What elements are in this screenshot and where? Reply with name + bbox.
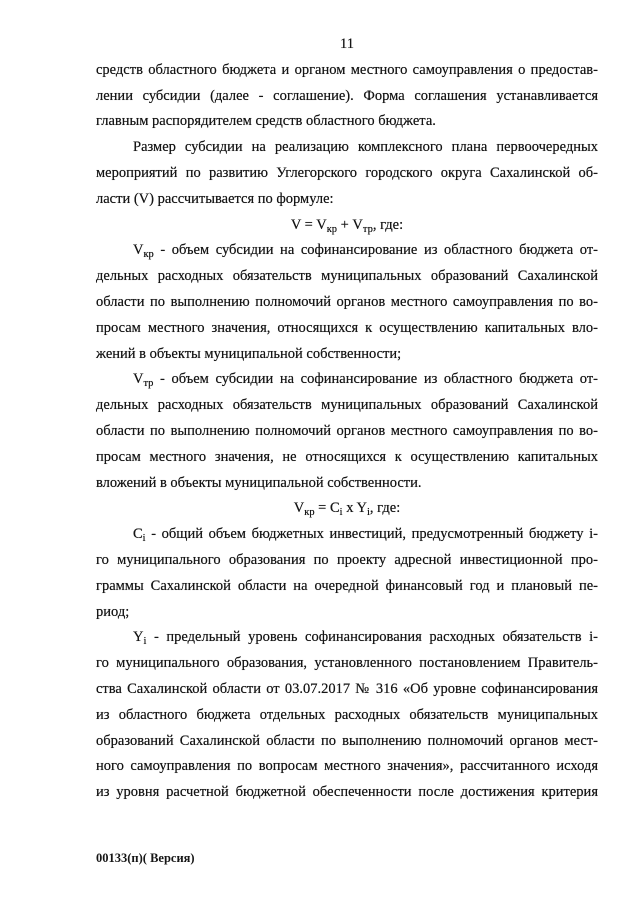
- text-segment: области по выполнению полномочий органов местного самоуправления по во-: [96, 422, 598, 439]
- text-segment: - общий объем бюджетных инвестиций, предусмотренный бюджету i-: [145, 526, 598, 543]
- text-segment: V: [133, 371, 144, 388]
- text-segment: дельных расходных обязательств муниципальных образований Сахалинской: [96, 397, 598, 414]
- text-line: [96, 213, 598, 239]
- paragraph-agreement-continuation: [96, 58, 598, 135]
- subscript-text: тр: [143, 378, 154, 390]
- text-segment: - объем субсидии на софинансирование из областного бюджета от-: [153, 371, 598, 388]
- text-segment: Размер субсидии на реализацию комплексного плана первоочередных: [133, 139, 598, 156]
- text-segment: риод;: [96, 603, 130, 620]
- text-line: [96, 238, 598, 264]
- text-segment: + V: [337, 216, 363, 233]
- text-segment: = C: [314, 500, 340, 517]
- text-segment: - предельный уровень софинансирования расходных обязательств i-: [146, 629, 598, 646]
- text-line: [96, 754, 598, 780]
- text-segment: - объем субсидии на софинансирование из областного бюджета от-: [153, 242, 598, 259]
- text-line: [96, 419, 598, 445]
- text-line: [96, 445, 598, 471]
- text-line: [96, 109, 598, 135]
- text-segment: дельных расходных обязательств муниципальных образований Сахалинской: [96, 268, 598, 285]
- subscript-text: i: [143, 636, 147, 648]
- text-line: [96, 342, 598, 368]
- paragraph-subsidy-size: [96, 135, 598, 212]
- text-segment: ного самоуправления по вопросам местного значения», рассчитанного исходя: [96, 758, 598, 775]
- text-line: [96, 780, 598, 806]
- text-line: [96, 58, 598, 84]
- text-segment: главным распорядителем средств областного бюджета.: [96, 113, 436, 130]
- text-line: [96, 187, 598, 213]
- text-segment: V: [293, 500, 305, 517]
- text-line: [96, 600, 598, 626]
- page-body: [96, 32, 598, 806]
- text-segment: го муниципального образования, установленного постановлением Правитель-: [96, 655, 598, 672]
- text-line: [96, 574, 598, 600]
- text-line: [96, 496, 598, 522]
- text-segment: ласти (V) рассчитывается по формуле:: [96, 190, 334, 207]
- text-line: [96, 316, 598, 342]
- text-line: [96, 264, 598, 290]
- document-code-footer: 00133(п)( Версия): [96, 851, 195, 865]
- text-segment: просам местного значения, относящихся к осуществлению капитальных вло-: [96, 319, 598, 336]
- text-segment: Y: [133, 629, 144, 646]
- text-line: [96, 548, 598, 574]
- text-line: [96, 677, 598, 703]
- text-segment: лении субсидии (далее - соглашение). Форма соглашения устанавливается: [96, 87, 598, 104]
- text-line: [96, 651, 598, 677]
- page-number: 11: [340, 36, 354, 52]
- text-segment: граммы Сахалинской области на очередной финансовый год и плановый пе-: [96, 577, 598, 594]
- formula-capital-subsidy: [96, 496, 598, 522]
- text-segment: из областного бюджета отдельных расходных обязательств муниципальных: [96, 706, 598, 723]
- text-segment: области по выполнению полномочий органов местного самоуправления по во-: [96, 293, 598, 310]
- text-segment: ства Сахалинской области от 03.07.2017 № 316 «Об уровне софинансирования: [96, 680, 598, 697]
- text-line: [96, 367, 598, 393]
- text-line: [96, 290, 598, 316]
- text-segment: образований Сахалинской области по выполнению полномочий органов мест-: [96, 732, 598, 749]
- subscript-text: тр: [362, 223, 373, 235]
- text-segment: жений в объекты муниципальной собственности;: [96, 345, 402, 362]
- paragraph-vkr-definition: [96, 238, 598, 367]
- formula-total-subsidy: [96, 213, 598, 239]
- text-segment: из уровня расчетной бюджетной обеспеченности после достижения критерия: [96, 784, 598, 801]
- subscript-text: кр: [326, 223, 337, 235]
- subscript-text: i: [339, 507, 343, 519]
- text-line: [96, 471, 598, 497]
- text-segment: просам местного значения, не относящихся к осуществлению капитальных: [96, 448, 598, 465]
- text-line: [96, 84, 598, 110]
- text-line: [96, 393, 598, 419]
- text-line: [96, 522, 598, 548]
- paragraph-yi-definition: [96, 625, 598, 806]
- text-line: [96, 161, 598, 187]
- text-segment: го муниципального образования по проекту адресной инвестиционной про-: [96, 551, 598, 568]
- text-line: [96, 625, 598, 651]
- text-line: [96, 135, 598, 161]
- subscript-text: i: [367, 507, 370, 519]
- paragraph-vtr-definition: [96, 367, 598, 496]
- text-segment: средств областного бюджета и органом местного самоуправления о предостав-: [96, 61, 598, 78]
- text-segment: , где:: [369, 500, 401, 517]
- text-segment: C: [133, 526, 143, 543]
- text-segment: , где:: [372, 216, 404, 233]
- subscript-text: кр: [143, 249, 154, 261]
- text-segment: V: [133, 242, 144, 259]
- subscript-text: кр: [304, 507, 315, 519]
- text-segment: x Y: [342, 500, 367, 517]
- paragraph-ci-definition: [96, 522, 598, 625]
- text-segment: вложений в объекты муниципальной собственности.: [96, 474, 422, 491]
- text-segment: мероприятий по развитию Углегорского городского округа Сахалинской об-: [96, 164, 598, 181]
- subscript-text: i: [142, 533, 146, 545]
- text-segment: V = V: [290, 216, 327, 233]
- text-line: [96, 703, 598, 729]
- text-line: [96, 729, 598, 755]
